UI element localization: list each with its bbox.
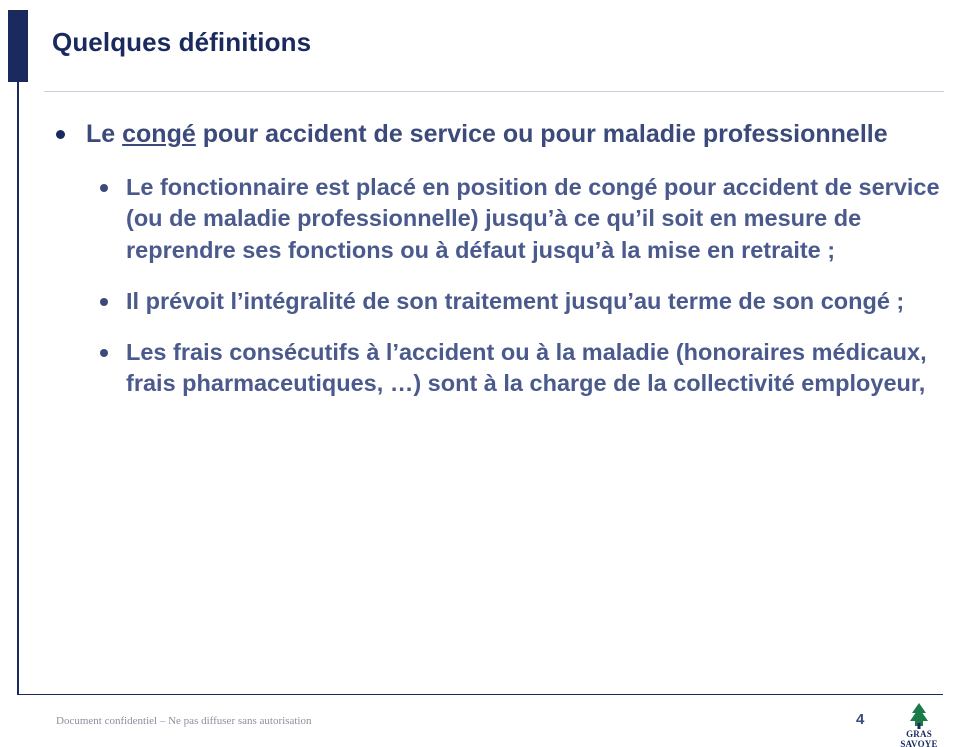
logo-tree-icon bbox=[888, 702, 950, 730]
list-item bbox=[86, 337, 944, 400]
left-vertical-rule bbox=[17, 82, 19, 694]
page-title: Quelques définitions bbox=[52, 27, 312, 57]
footer-divider bbox=[17, 694, 943, 695]
logo-text: GRAS SAVOYE bbox=[900, 729, 938, 747]
bullet-icon bbox=[100, 184, 108, 192]
bullet-text-before: Le bbox=[86, 120, 123, 148]
list-item bbox=[86, 172, 944, 266]
gras-savoye-logo bbox=[888, 702, 950, 747]
left-accent-bar bbox=[8, 10, 28, 82]
bullet-list-level2 bbox=[86, 172, 944, 400]
list-item bbox=[86, 286, 944, 317]
list-item bbox=[44, 118, 944, 400]
title-divider bbox=[44, 91, 944, 92]
footer-confidentiality-note: Document confidentiel – Ne pas diffuser sans autorisation bbox=[56, 715, 312, 727]
bullet-list-level1 bbox=[44, 118, 944, 400]
bullet-text-after: pour accident de service ou pour maladie professionnelle bbox=[195, 120, 888, 148]
bullet-icon bbox=[100, 349, 108, 357]
bullet-icon bbox=[100, 298, 108, 306]
bullet-icon bbox=[56, 130, 65, 139]
sub-bullet-text: Les frais consécutifs à l’accident ou à la maladie (honoraires médicaux, frais pharmaceutiques, …) sont à la charge de la collectivité employeur, bbox=[126, 339, 927, 397]
bullet-text-underlined: congé bbox=[122, 120, 196, 148]
page-number: 4 bbox=[856, 711, 865, 728]
sub-bullet-text: Le fonctionnaire est placé en position de congé pour accident de service (ou de maladie professionnelle) jusqu’à ce qu’il soit en mesure de reprendre ses fonctions ou à défaut jusqu’à la mise en retraite ; bbox=[126, 174, 940, 263]
sub-bullet-text: Il prévoit l’intégralité de son traitement jusqu’au terme de son congé ; bbox=[126, 287, 905, 314]
slide-content bbox=[44, 118, 944, 420]
